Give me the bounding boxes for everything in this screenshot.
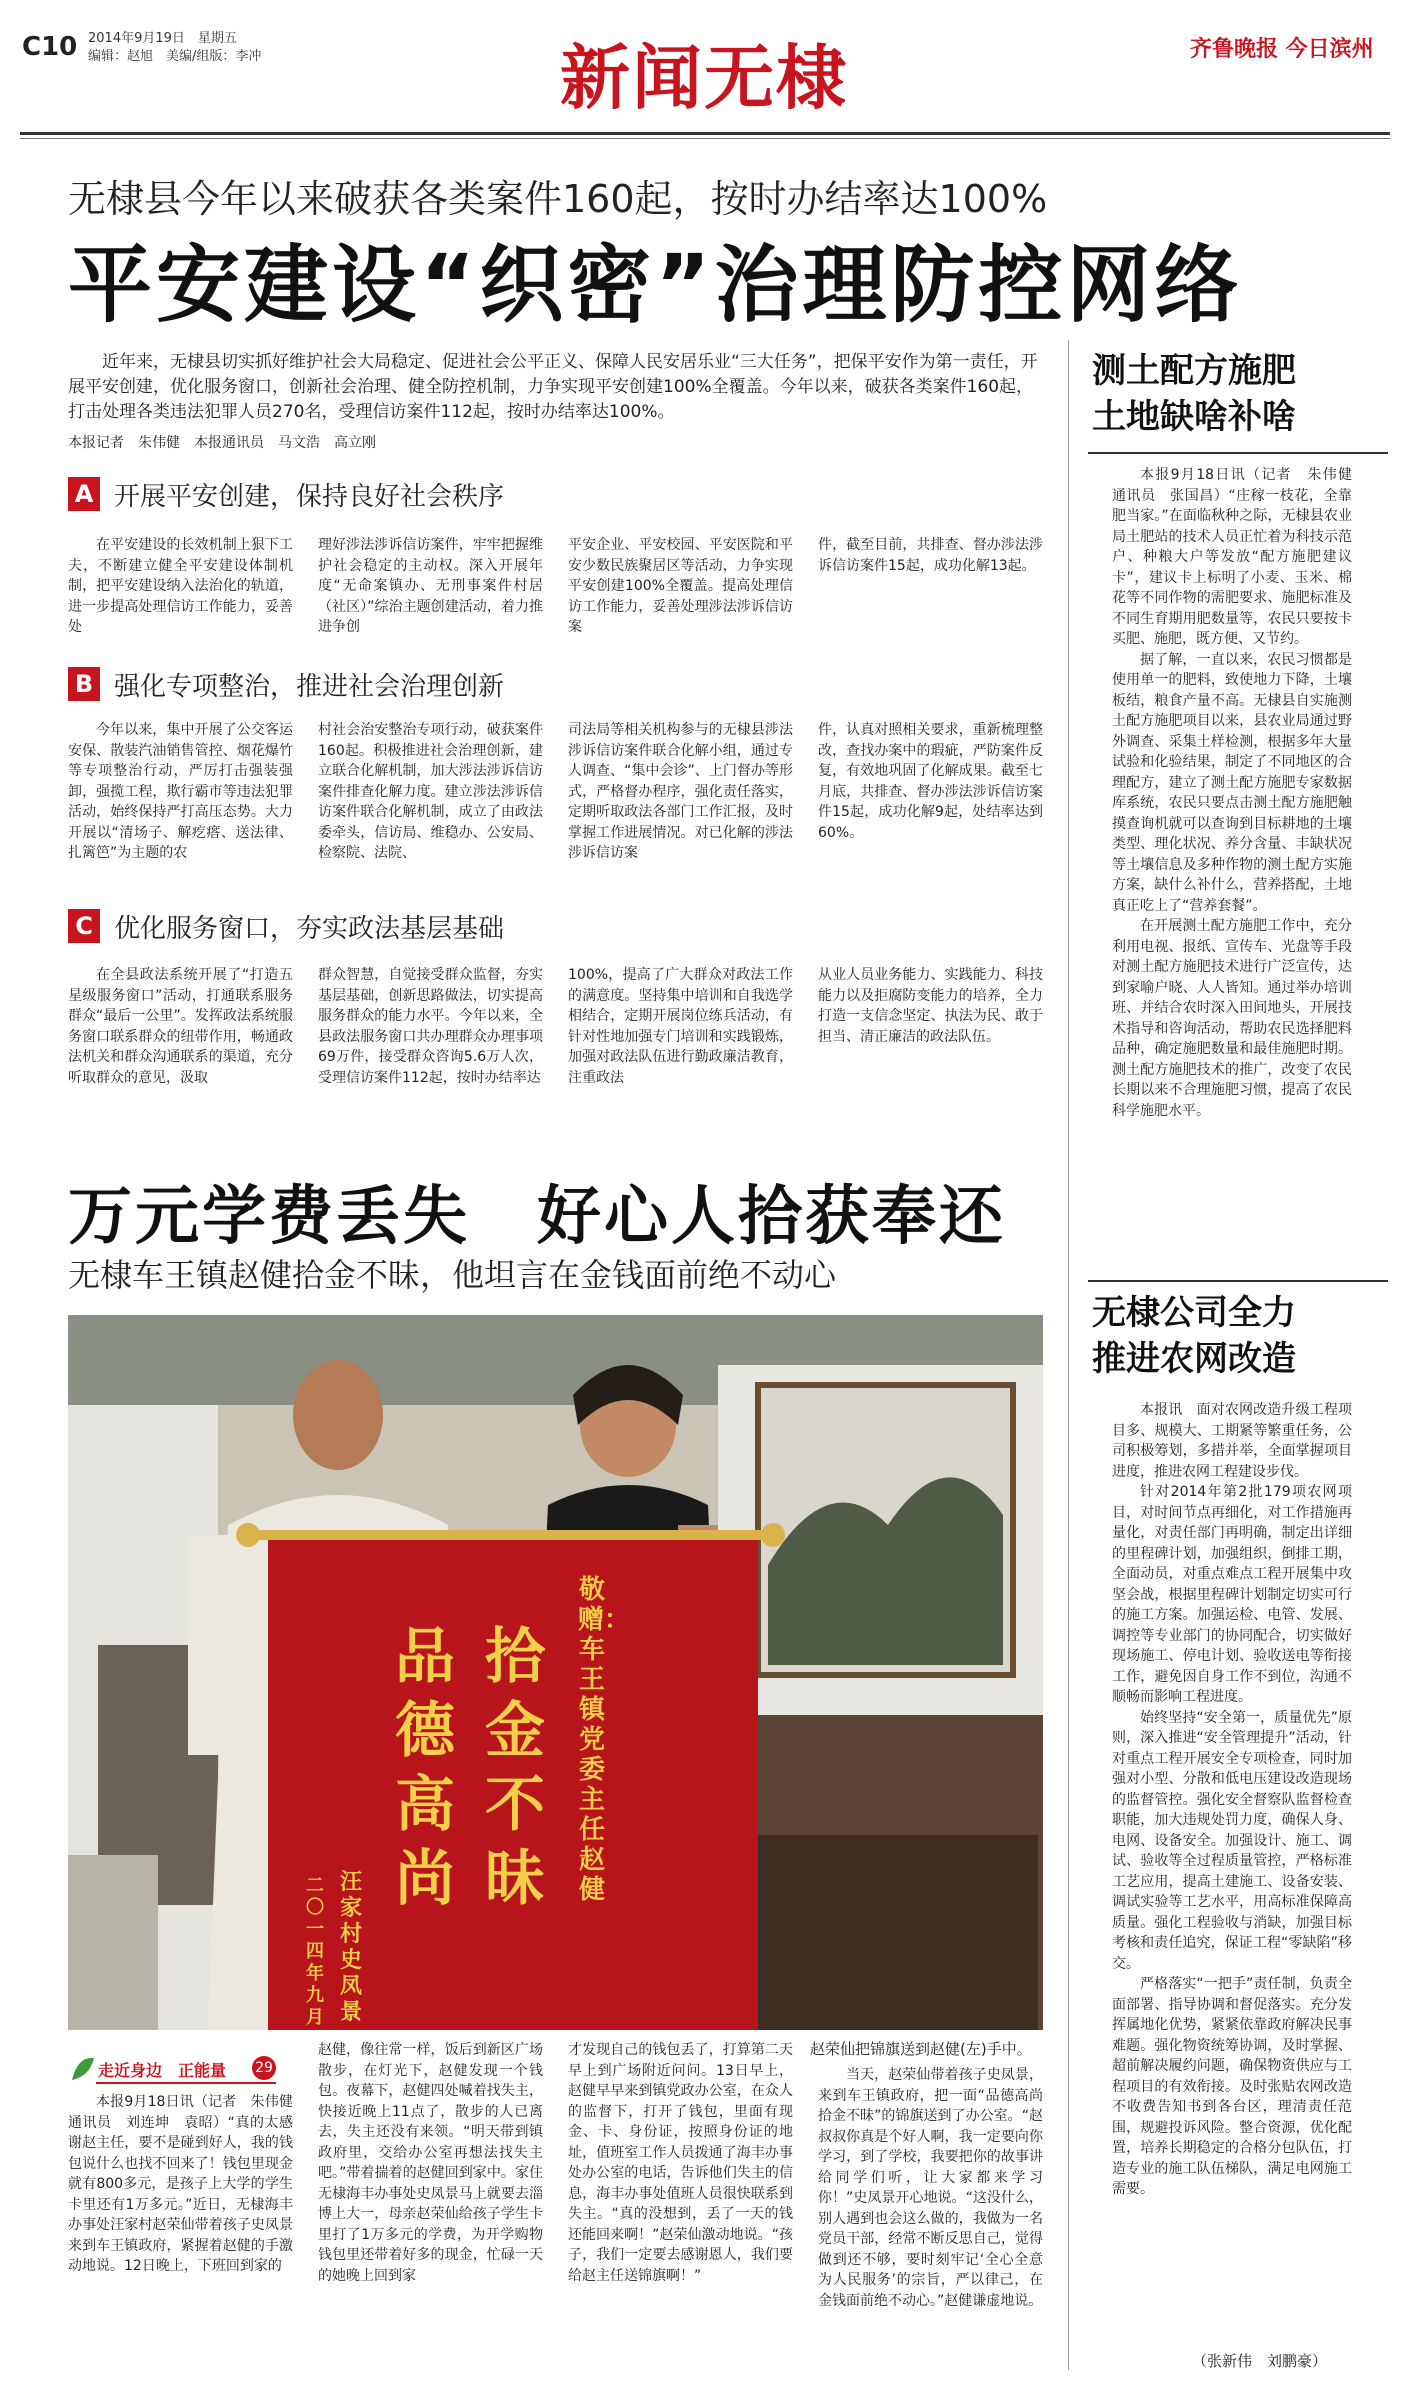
news-photo bbox=[68, 1315, 1043, 2030]
section-a-col-3: 平安企业、平安校园、平安医院和平安少数民族聚居区等活动，力争实现平安创建100%全覆盖。提高处理信访工作能力，妥善处理涉法涉诉信访案 bbox=[568, 537, 793, 635]
sidebar-1-body: 本报9月18日讯（记者 朱伟健 通讯员 张国昌）“庄稼一枝花，全靠肥当家。”在面临秋种之际，无棣县农业局土肥站的技术人员正忙着为科技示范户、种粮大户等发放“配方施肥建议卡”，建议卡上标明了小麦、玉米、棉花等不同作物的需肥要求、施肥标准及不同生育期用肥数量等，农民只要按卡买肥、施肥，既方便、又节约。 据了解，一直以来，农民习惯都是使用单一的肥料，致使地力下降，土壤板结，粮食产量不高。无棣县自实施测土配方施肥项目以来，县农业局通过野外调查、采集土样检测，根据多年大量试验和化验结果，制定了不同地区的合理配方，建立了测土配方施肥专家数据库系统，农民只要点击测土配方施肥触摸查询机就可以查询到目标耕地的土壤类型、理化状况、养分含量、丰缺状况等土壤信息及多种作物的测土配方实施方案，缺什么补什么，营养搭配，土地真正吃上了“营养套餐”。 在开展测土配方施肥工作中，充分利用电视、报纸、宣传车、光盘等手段对测土配方施肥技术进行广泛宣传，达到家喻户晓、人人皆知。通过举办培训班、并结合农时深入田间地头，开展技术指导和咨询活动，帮助农民选择肥料品种，确定施肥数量和最佳施肥时期。测土配方施肥技术的推广，改变了农民长期以来不合理施肥习惯，提高了农民科学施肥水平。 bbox=[1112, 467, 1366, 1119]
section-b-title: 强化专项整治，推进社会治理创新 bbox=[114, 671, 505, 702]
section-a-col-2: 理好涉法涉诉信访案件，牢牢把握维护社会稳定的主动权。深入开展年度“无命案镇办、无刑事案件村居（社区）”综治主题创建活动，着力推进争创 bbox=[318, 537, 543, 635]
sidebar-2-title: 无棣公司全力 推进农网改造 bbox=[1092, 1293, 1296, 1379]
page-number: C10 bbox=[22, 32, 78, 62]
section-c-col-1: 在全县政法系统开展了“打造五星级服务窗口”活动，打通联系服务群众“最后一公里”。发挥政法系统服务窗口联系群众的纽带作用，畅通政法机关和群众沟通联系的渠道，充分听取群众的意见，汲取 bbox=[68, 967, 293, 1086]
second-col-2: 赵健，像往常一样，饭后到新区广场散步，在灯光下，赵健发现一个钱包。夜幕下，赵健四处喊着找失主，快接近晚上11点了，散步的人已离去，失主还没有来领。“明天带到镇政府里，交给办公室再想法找失主吧。”带着揣着的赵健回到家中。家住无棣海丰办事处史凤景马上就要去淄博上大一，母亲赵荣仙给孩子学生卡里打了1万多元的学费，为开学购物钱包里还带着好多的现金，忙碌一天的她晚上回到家 bbox=[318, 2042, 543, 2284]
section-b-col-2: 村社会治安整治专项行动，破获案件160起。积极推进社会治理创新，建立联合化解机制，加大涉法涉诉信访案件排查化解力度。建立涉法涉诉信访案件联合化解机制，成立了由政法委牵头，信访局、维稳办、公安局、检察院、法院、 bbox=[318, 722, 543, 861]
section-b-col-4: 件，认真对照相关要求，重新梳理整改，查找办案中的瑕疵，严防案件反复，有效地巩固了化解成果。截至七月底，共排查、督办涉法涉诉信访案件15起，成功化解9起，处结率达到60%。 bbox=[818, 722, 1043, 841]
second-col-4: 当天，赵荣仙带着孩子史凤景，来到车王镇政府，把一面“品德高尚 拾金不昧”的锦旗送到了办公室。“赵叔叔你真是个好人啊，我一定要向你学习，到了学校，我要把你的故事讲给同学们听，让大家都来学习你！”史凤景开心地说。“这没什么，别人遇到也会这么做的，我做为一名党员干部，经常不断反思自己，觉得做到还不够，要时刻牢记‘全心全意为人民服务’的宗旨，严以律己，在金钱面前绝不动心。”赵健谦虚地说。 bbox=[818, 2067, 1057, 2309]
lead-headline: 平安建设“织密”治理防控网络 bbox=[68, 236, 1243, 334]
section-c-col-2: 群众智慧，自觉接受群众监督，夯实基层基础，创新思路做法，切实提高服务群众的能力水平。今年以来，全县政法服务窗口共办理群众办理事项69万件，接受群众咨询5.6万人次，受理信访案件112起，按时办结率达 bbox=[318, 967, 543, 1086]
section-c-heading bbox=[68, 906, 504, 946]
section-b-col-3: 司法局等相关机构参与的无棣县涉法涉诉信访案件联合化解小组，通过专人调查、“集中会诊”、上门督办等形式，严格督办程序，强化责任落实，定期听取政法各部门工作汇报，及时掌握工作进展情况。对已化解的涉法涉诉信访案 bbox=[568, 722, 793, 861]
header-rule bbox=[20, 132, 1390, 135]
lead-byline: 本报记者 朱伟健 本报通讯员 马文浩 高立刚 bbox=[68, 435, 376, 451]
sidebar-1-rule bbox=[1088, 452, 1388, 454]
brand-logo: 齐鲁晚报 今日滨州 bbox=[1190, 36, 1374, 62]
section-c-col-3: 100%，提高了广大群众对政法工作的满意度。坚持集中培训和自我选学相结合，定期开展岗位练兵活动，有针对性地加强专门培训和实践锻炼，加强对政法队伍进行勤政廉洁教育，注重政法 bbox=[568, 967, 793, 1086]
section-b-letter: B bbox=[68, 667, 100, 701]
sidebar-2-body: 本报讯 面对农网改造升级工程项目多、规模大、工期紧等繁重任务，公司积极筹划，多措并举，全面掌握项目进度，推进农网工程建设步伐。 针对2014年第2批179项农网项目，对时间节点再细化，对工作措施再量化，对责任部门再明确，制定出详细的里程碑计划，加强组织，倒排工期，全面动员，对重点难点工程开展集中攻坚会战，根据里程碑计划制定切实可行的施工方案。加强运检、电管、发展、调控等专业部门的协同配合，切实做好现场施工、停电计划、验收送电等衔接工作，避免因自身工作不到位，沟通不顺畅而影响工程进度。 始终坚持“安全第一，质量优先”原则，深入推进“安全管理提升”活动，针对重点工程开展安全专项检查，同时加强对小型、分散和低电压建设改造现场的监督管控。强化安全督察队监督检查职能，加大违规处罚力度，确保人身、电网、设备安全。加强设计、施工、调试、验收等全过程质量管控，严格标准工艺应用，提高土建施工、设备安装、调试实验等工艺水平，用高标准保障高质量。强化工程验收与消缺，加强目标考核和责任追究，保证工程“零缺陷”移交。 严格落实“一把手”责任制，负责全面部署、指导协调和督促落实。充分发挥属地化优势，紧紧依靠政府解决民事难题。强化物资统筹协调，及时掌握、超前解决履约问题，确保物资供应与工程项目的有效衔接。及时张贴农网改造不收费告知书到各台区，理清责任范围，规避投诉风险。整合资源，优化配置，培养长期稳定的合格分包队伍，打造专业的施工队伍梯队，满足电网施工需要。 bbox=[1112, 1402, 1352, 2197]
banner-motto-1: 拾金不昧 bbox=[485, 1622, 545, 1914]
section-a-letter: A bbox=[68, 477, 100, 511]
section-a-title: 开展平安创建，保持良好社会秩序 bbox=[114, 481, 505, 512]
photo-caption: 赵荣仙把锦旗送到赵健(左)手中。 bbox=[810, 2040, 1032, 2058]
sidebar-1-title: 测土配方施肥 土地缺啥补啥 bbox=[1092, 351, 1296, 437]
badge-number: 29 bbox=[252, 2056, 276, 2080]
section-b-col-1: 今年以来，集中开展了公交客运安保、散装汽油销售管控、烟花爆竹等专项整治行动，严厉打击强装强卸，强揽工程，欺行霸市等违法犯罪活动，始终保持严打高压态势。大力开展以“清场子、解疙瘩、送法律、扎篱笆”为主题的农 bbox=[68, 722, 293, 861]
sidebar-2-credit: （张新伟 刘鹏豪） bbox=[1192, 2352, 1328, 2370]
editors-line: 编辑：赵旭 美编/组版：李冲 bbox=[88, 49, 262, 64]
badge-label: 走近身边 正能量 bbox=[98, 2061, 227, 2080]
lead-paragraph: 近年来，无棣县切实抓好维护社会大局稳定、促进社会公平正义、保障人民安居乐业“三大任务”，把保平安作为第一责任，开展平安创建，优化服务窗口，创新社会治理、健全防控机制，力争实现平安创建100%全覆盖。今年以来，破获各类案件160起，打击处理各类违法犯罪人员270名，受理信访案件112起，按时办结率达100%。 bbox=[68, 352, 1038, 422]
masthead: 新闻无棣 bbox=[560, 36, 848, 119]
header-info bbox=[88, 30, 261, 66]
second-col-3: 才发现自己的钱包丢了，打算第二天早上到广场附近问问。13日早上，赵健早早来到镇党政办公室，在众人的监督下，打开了钱包，里面有现金、卡、身份证，按照身份证的地址，值班室工作人员拨通了海丰办事处办公室的电话，告诉他们失主的信息，海丰办事处值班人员很快联系到失主。“真的没想到，丢了一天的钱还能回来啊！”赵荣仙激动地说。“孩子，我们一定要去感谢恩人，我们要给赵主任送锦旗啊！” bbox=[568, 2042, 793, 2284]
banner-date: 二〇一四年九月 bbox=[306, 1875, 324, 2028]
second-subhead: 无棣车王镇赵健拾金不昧，他坦言在金钱面前绝不动心 bbox=[68, 1256, 837, 1294]
banner-dedication: 敬赠：车王镇党委主任赵健 bbox=[578, 1575, 631, 1905]
header-rule-thin bbox=[20, 138, 1390, 139]
section-c-title: 优化服务窗口，夯实政法基层基础 bbox=[114, 913, 505, 944]
section-a-col-4: 件，截至目前，共排查、督办涉法涉诉信访案件15起，成功化解13起。 bbox=[818, 537, 1043, 574]
section-a-col-1: 在平安建设的长效机制上狠下工夫，不断建立健全平安建设体制机制，把平安建设纳入法治化的轨道，进一步提高处理信访工作能力，妥善处 bbox=[68, 537, 293, 635]
section-a-heading bbox=[68, 474, 504, 514]
column-divider bbox=[1068, 340, 1069, 2370]
banner-motto-2: 品德高尚 bbox=[395, 1622, 455, 1914]
lead-kicker: 无棣县今年以来破获各类案件160起，按时办结率达100% bbox=[68, 177, 1048, 221]
photo-illustration bbox=[68, 1315, 1043, 2030]
second-col-1: 本报9月18日讯（记者 朱伟健 通讯员 刘连坤 袁昭）“真的太感谢赵主任，要不是碰到好人，我的钱包说什么也找不回来了！钱包里现金就有800多元，是孩子上大学的学生卡里还有1万多元。”近日，无棣海丰办事处汪家村赵荣仙带着孩子史凤景来到车王镇政府，紧握着赵健的手激动地说。12日晚上，下班回到家的 bbox=[68, 2094, 307, 2274]
sidebar-2-top-rule bbox=[1088, 1280, 1388, 1282]
section-c-col-4: 从业人员业务能力、实践能力、科技能力以及拒腐防变能力的培养，全力打造一支信念坚定、执法为民、敢于担当、清正廉洁的政法队伍。 bbox=[818, 967, 1043, 1045]
banner-giver: 汪家村史凤景 bbox=[339, 1870, 362, 2025]
section-c-letter: C bbox=[68, 909, 100, 943]
date-line: 2014年9月19日 星期五 bbox=[88, 31, 237, 46]
second-headline: 万元学费丢失 好心人拾获奉还 bbox=[68, 1180, 1006, 1254]
section-b-heading bbox=[68, 664, 504, 704]
